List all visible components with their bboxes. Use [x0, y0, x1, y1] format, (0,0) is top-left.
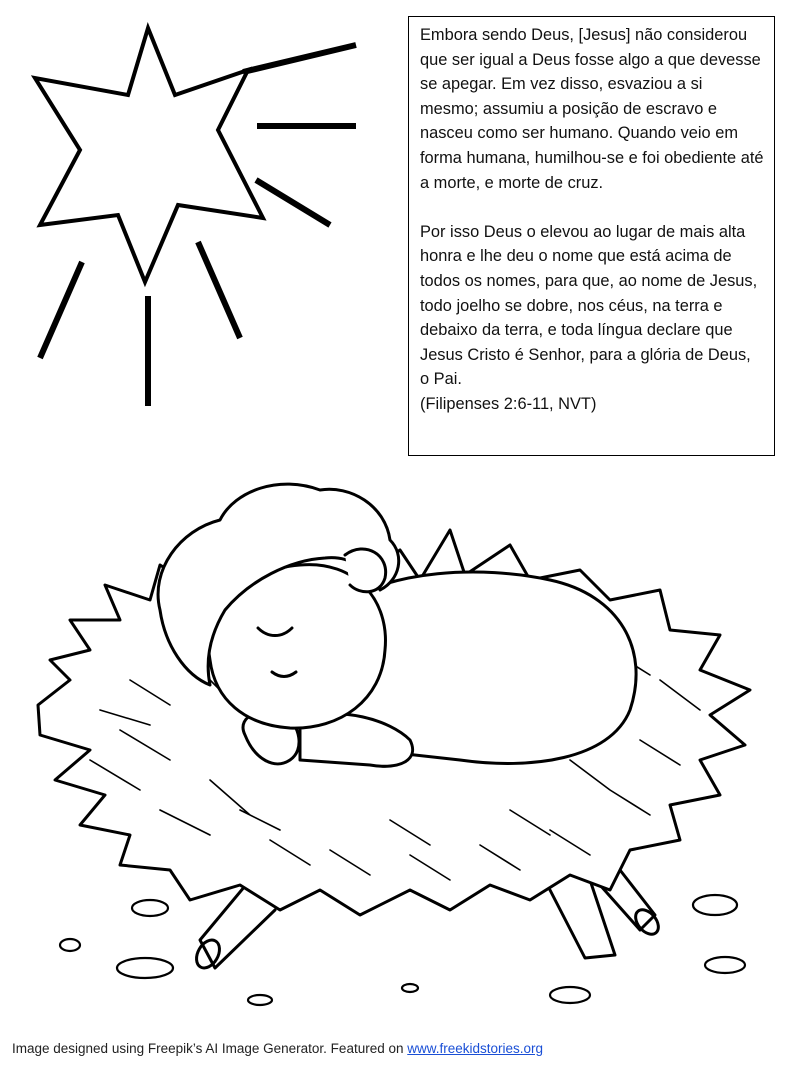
footer-text: Image designed using Freepik’s AI Image Generator. Featured on: [12, 1041, 408, 1056]
baby-manger-icon: [10, 460, 790, 1040]
verse-paragraph-2: Por isso Deus o elevou ao lugar de mais alta honra e lhe deu o nome que está acima de todos os nomes, para que, ao nome de Jesus, todo joelho se dobre, nos céus, na terra e debaixo da terra, e toda língua declare que Jesus Cristo é Senhor, para a glória de Deus, o Pai.: [420, 222, 758, 389]
footer-credit: [12, 1041, 543, 1056]
verse-box: [408, 16, 775, 456]
verse-paragraph-1: Embora sendo Deus, [Jesus] não considerou que ser igual a Deus fosse algo a que devesse se apegar. Em vez disso, esvaziou a si mesmo; assumiu a posição de escravo e nasceu como ser humano. Quando veio em forma humana, humilhou-se e foi obediente até a morte, e morte de cruz.: [420, 26, 764, 192]
star-shape: [35, 28, 263, 282]
freekidstories-link[interactable]: www.freekidstories.org: [407, 1041, 544, 1056]
verse-reference: (Filipenses 2:6-11, NVT): [420, 394, 597, 413]
star-icon: [0, 0, 400, 420]
baby-ear: [345, 549, 386, 592]
